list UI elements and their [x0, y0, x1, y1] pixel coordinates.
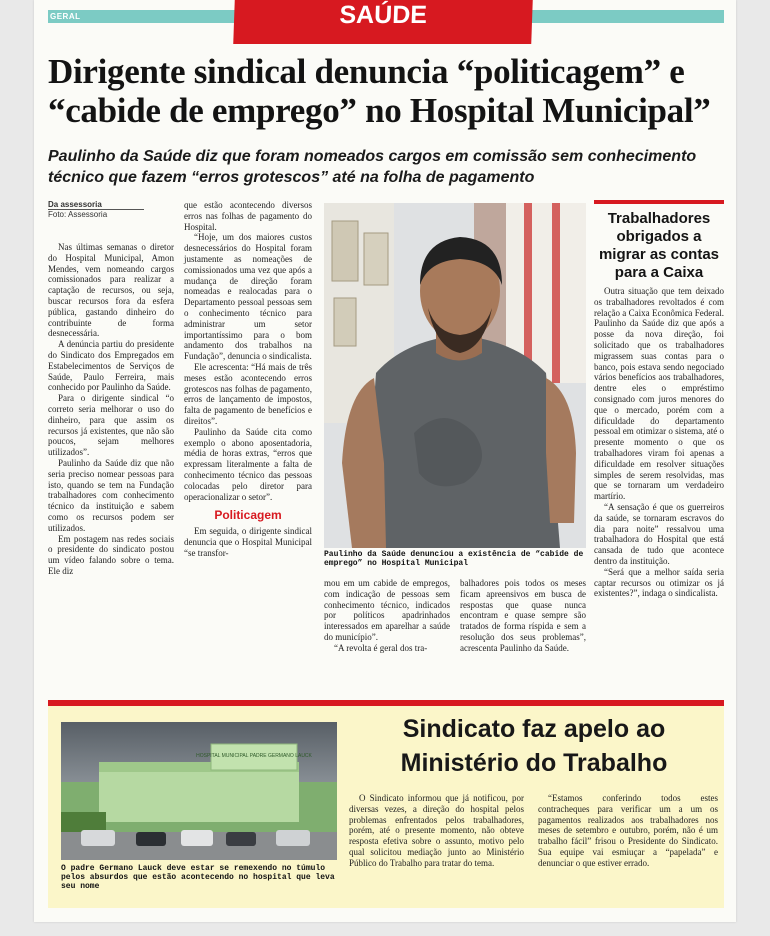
article-subtitle: Paulinho da Saúde diz que foram nomeados cargos em comissão sem conhecimento técnico que fazem “erros grotescos” até na folha de pagamento: [48, 148, 697, 186]
article-photo: [324, 203, 586, 548]
photo-caption: Paulinho da Saúde denunciou a existência de “cabide de emprego” no Hospital Municipal: [324, 550, 584, 568]
paragraph: Em seguida, o dirigente sindical denuncia que o Hospital Municipal “se transfor-: [184, 526, 312, 558]
box-column-1: [349, 793, 524, 869]
newspaper-page: [34, 0, 736, 922]
box-headline-line-2: Ministério do Trabalho: [400, 749, 668, 777]
paragraph: “Hoje, um dos maiores custos desnecessários do Hospital foram justamente as nomeações de comissionados uma vez que após a mudança de direção foram nomeadas e realocadas para o Departamento pessoal pessoas sem o conhecimento técnico para administrar um setor importantíssimo para o bom andamento dos trabalhos na Fundação”, denuncia o sindicalista.: [184, 232, 312, 362]
paragraph: Para o dirigente sindical “o correto seria melhorar o uso do dinheiro, para que assim os recursos já existentes, que não são poucos, sejam melhores utilizados”.: [48, 393, 174, 458]
author: Da assessoria: [48, 200, 144, 210]
hospital-photo-caption: O padre Germano Lauck deve estar se remexendo no túmulo pelos absurdos que estão acontecendo no hospital que leva seu nome: [61, 864, 335, 891]
sidebar-text: [594, 286, 724, 599]
paragraph: Em postagem nas redes sociais o presidente do sindicato postou um vídeo falando sobre o tema. Ele diz: [48, 533, 174, 576]
sidebar-title: Trabalhadores obrigados a migrar as contas para a Caixa: [598, 210, 720, 281]
article-column-2: [184, 200, 312, 559]
paragraph: “A revolta é geral dos tra-: [334, 642, 428, 653]
headline-line-2: “cabide de emprego” no Hospital Municipal”: [48, 91, 711, 130]
paragraph: “A sensação é que os guerreiros da saúde, se tornaram escravos do dia para noite” ressalvou uma trabalhadora do Hospital que está cansada de tudo que acontece dentro da instituição.: [594, 501, 724, 566]
box-rule: [48, 700, 724, 706]
subhead-politicagem: Politicagem: [214, 508, 282, 523]
hospital-photo: [61, 722, 337, 860]
paragraph: Nas últimas semanas o diretor do Hospital Municipal, Amon Mendes, vem nomeando cargos comissionados para realizar a captação de recursos, ou seja, buscar recursos fora da esfera pública, gastando dinheiro do contribuinte de forma desnecessária.: [48, 242, 174, 339]
man-portrait-image: [324, 203, 586, 548]
box-column-2: [538, 793, 718, 869]
article-column-4: [460, 578, 586, 654]
paragraph: O Sindicato informou que já notificou, por diversas vezes, a direção do hospital pelos problemas enfrentados pelos trabalhadores, porém, até o presente momento, não obteve resposta efetiva sobre o assunto, motivo pelo qual solicitou mediação junto ao Ministério Público do Trabalho para tratar do tema.: [349, 793, 524, 868]
paragraph: mou em um cabide de empregos, com indicação de pessoas sem conhecimento técnico, indicados por políticos apadrinhados interessados em aparelhar a saúde do município”.: [324, 578, 450, 642]
building-sign: HOSPITAL MUNICIPAL PADRE GERMANO LAUCK: [196, 753, 312, 759]
sidebar-rule: [594, 200, 724, 204]
paragraph: Outra situação que tem deixado os trabalhadores revoltados é com relação a Caixa Econômica Federal. Paulinho da Saúde diz que após a posse da nova direção, foi solicitado que os trabalhadores migrassem suas contas para o banco, pois estava sendo negociado vários benefícios aos trabalhadores, dentre eles o empréstimo consignado com juros menores do que o mercado, porém com a dificuldade do departamento pessoal em otimizar o sistema, até o presente momento o que os trabalhadores viram foi apenas a dificuldade em resolver situações simples de serem resolvidas, mas que se tornaram um verdadeiro martírio.: [594, 286, 724, 502]
hospital-building-image: [61, 722, 337, 860]
box-headline: [349, 712, 719, 780]
byline: [48, 200, 144, 219]
section-label: GERAL: [50, 12, 81, 21]
headline-line-1: Dirigente sindical denuncia “politicagem” e: [48, 52, 685, 91]
paragraph: Paulinho da Saúde cita como exemplo o abono aposentadoria, média de horas extras, “erros que expressam literalmente a falta de conhecimento técnico das pessoas colocadas pelo diretor para operacionalizar o setor”.: [184, 426, 312, 502]
paragraph: A denúncia partiu do presidente do Sindicato dos Empregados em Estabelecimentos de Serviços de Saúde, Paulo Ferreira, mais conhecido por Paulinho da Saúde.: [48, 339, 174, 393]
sidebar-box: [594, 200, 724, 599]
article-column-3: [324, 578, 450, 654]
box-headline-line-1: Sindicato faz apelo ao: [402, 715, 666, 743]
paragraph: que estão acontecendo diversos erros nas folhas de pagamento do Hospital.: [184, 200, 312, 232]
article-column-1: [48, 242, 174, 577]
paragraph: Paulinho da Saúde diz que não seria preciso nomear pessoas para isto, quando se tem na Fundação trabalhadores com conhecimento técnico da instituição e sabem como os recursos podem ser utilizados.: [48, 457, 174, 533]
paragraph: “Estamos conferindo todos estes contracheques para verificar um a um os pagamentos realizados aos trabalhadores nos meses de setembro e outubro, porém, não é um trabalho fácil” frisou o Presidente do Sindicato. Sua equipe vai esmiuçar a “papelada” e denunciar o que estiver errado.: [538, 793, 718, 868]
paragraph: balhadores pois todos os meses ficam apreensivos em busca de respostas que quase nunca encontram e quase sempre são tratados de forma ríspida e sem a resolução dos seus problemas”, acrescenta Paulinho da Saúde.: [460, 578, 586, 653]
article-headline: [48, 52, 728, 130]
paragraph: “Será que a melhor saída seria captar recursos ou otimizar os já existentes?”, indaga o sindicalista.: [594, 566, 724, 599]
paragraph: Ele acrescenta: “Há mais de três meses estão acontecendo erros grotescos nas folhas de pagamento, erros de lançamento de impostos, falta de pagamento de benefícios e direitos”.: [184, 361, 312, 426]
photo-credit: Foto: Assessoria: [48, 210, 108, 219]
section-tag: SAÚDE: [233, 0, 533, 44]
